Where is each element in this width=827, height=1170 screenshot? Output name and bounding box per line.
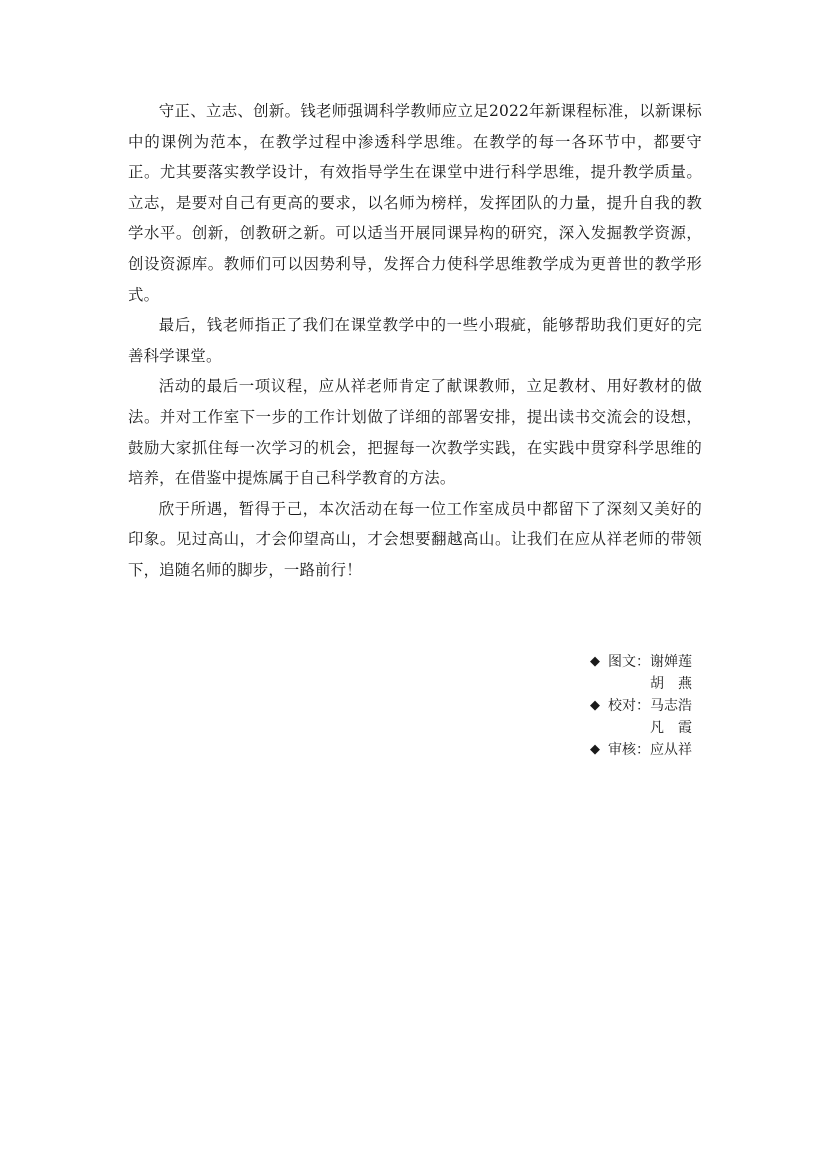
credit-names [650,695,692,739]
paragraph-4: 欣于所遇，暂得于己，本次活动在每一位工作室成员中都留下了深刻又美好的印象。见过高山，才会仰望高山，才会想要翻越高山。让我们在应从祥老师的带领下，追随名师的脚步，一路前行！ [128,499,702,579]
credit-name: 胡 燕 [650,676,692,692]
credit-name: 谢婵莲 [650,654,692,670]
credit-names [650,651,692,695]
diamond-bullet-icon: ◆ [590,698,600,713]
credit-name: 应从祥 [650,742,692,758]
credit-name: 凡 霞 [650,720,692,736]
paragraph-2: 最后，钱老师指正了我们在课堂教学中的一些小瑕疵，能够帮助我们更好的完善科学课堂。 [128,316,702,365]
credit-names [650,739,692,761]
credit-photo-text [590,651,702,695]
paragraph-3: 活动的最后一项议程，应从祥老师肯定了献课教师，立足教材、用好教材的做法。并对工作室下一步的工作计划做了详细的部署安排，提出读书交流会的设想，鼓励大家抓住每一次学习的机会，把握每一次教学实践，在实践中贯穿科学思维的培养，在借鉴中提炼属于自己科学教育的方法。 [128,377,702,488]
credit-name: 马志浩 [650,698,692,714]
credit-label: 校对： [608,698,650,714]
credit-label: 审核： [608,742,650,758]
article-body [128,96,702,586]
credit-review [590,739,702,761]
credit-proofread [590,695,702,739]
diamond-bullet-icon: ◆ [590,742,600,757]
credit-label: 图文： [608,654,650,670]
diamond-bullet-icon: ◆ [590,654,600,669]
credits-block [590,651,702,761]
paragraph-1: 守正、立志、创新。钱老师强调科学教师应立足2022年新课程标准，以新课标中的课例为范本，在教学过程中渗透科学思维。在教学的每一各环节中，都要守正。尤其要落实教学设计，有效指导学生在课堂中进行科学思维，提升教学质量。立志，是要对自己有更高的要求，以名师为榜样，发挥团队的力量，提升自我的教学水平。创新，创教研之新。可以适当开展同课异构的研究，深入发掘教学资源，创设资源库。教师们可以因势利导，发挥合力使科学思维教学成为更普世的教学形式。 [128,102,702,304]
